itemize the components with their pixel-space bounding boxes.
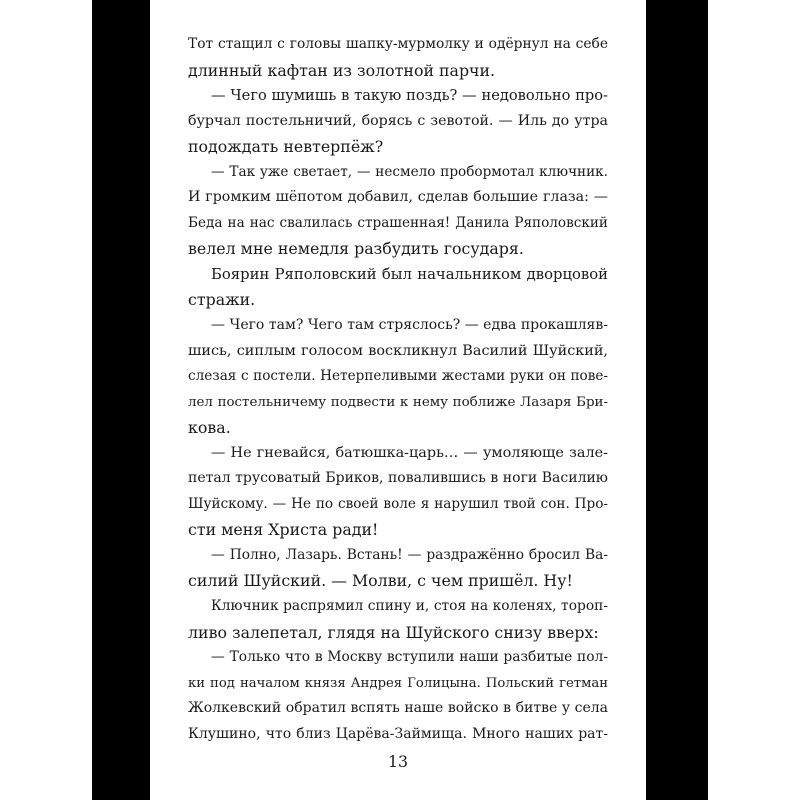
text-line: сти меня Христа ради! (188, 520, 379, 540)
text-line: длинный кафтан из золотной парчи. (188, 60, 496, 80)
text-line: силий Шуйский. — Молви, с чем пришёл. Ну! (188, 571, 573, 591)
text-line: — Полно, Лазарь. Встань! — раздражённо бросил Ва- (211, 546, 608, 563)
text-line: Шуйскому. — Не по своей воле я нарушил твой сон. Про- (188, 495, 608, 512)
text-line: велел мне немедля разбудить государя. (188, 239, 524, 259)
page-text (188, 32, 608, 747)
text-line: Тот стащил с головы шапку-мурмолку и одёрнул на себе (188, 36, 608, 52)
left-black-margin (92, 0, 150, 800)
text-line: бурчал постельничий, борясь с зевотой. — Иль до утра (188, 112, 608, 129)
text-line: — Чего там? Чего там стряслось? — едва прокашляв- (211, 317, 608, 334)
book-page (150, 0, 646, 800)
text-line: И громким шёпотом добавил, сделав большие глаза: — (188, 189, 608, 206)
text-line: Беда на нас свалилась страшенная! Данила Ряполовский (188, 214, 608, 231)
text-line: ливо залепетал, глядя на Шуйского снизу вверх: (188, 622, 599, 642)
text-line: шись, сиплым голосом воскликнул Василий Шуйский, (188, 342, 608, 359)
text-line: — Не гневайся, батюшка-царь… — умоляюще зале- (211, 444, 608, 461)
right-black-margin (646, 0, 708, 800)
page-number: 13 (387, 752, 409, 771)
text-line: слезая с постели. Нетерпеливыми жестами руки он пове- (188, 368, 608, 385)
text-line: лел постельничему подвести к нему поближе Лазаря Бри- (188, 394, 608, 410)
text-line: — Чего шумишь в такую поздь? — недовольно про- (211, 87, 608, 105)
text-line: ки под началом князя Андрея Голицына. Польский гетман (188, 675, 608, 691)
text-line: Ключник распрямил спину и, стоя на коленях, тороп- (211, 598, 608, 615)
text-line: Боярин Ряполовский был начальником дворцовой (211, 265, 608, 283)
text-line: кова. (188, 418, 231, 438)
text-line: Жолкевский обратил вспять наше войско в битве у села (188, 700, 608, 717)
text-line: — Так уже светает, — несмело пробормотал ключник. (211, 163, 608, 180)
text-line: Клушино, что близ Царёва-Займища. Много наших рат- (188, 725, 608, 742)
text-line: стражи. (188, 290, 256, 310)
text-line: — Только что в Москву вступили наши разбитые пол- (211, 649, 608, 666)
text-line: петал трусоватый Бриков, повалившись в ноги Василию (188, 470, 608, 487)
text-line: подождать невтерпёж? (188, 137, 384, 157)
